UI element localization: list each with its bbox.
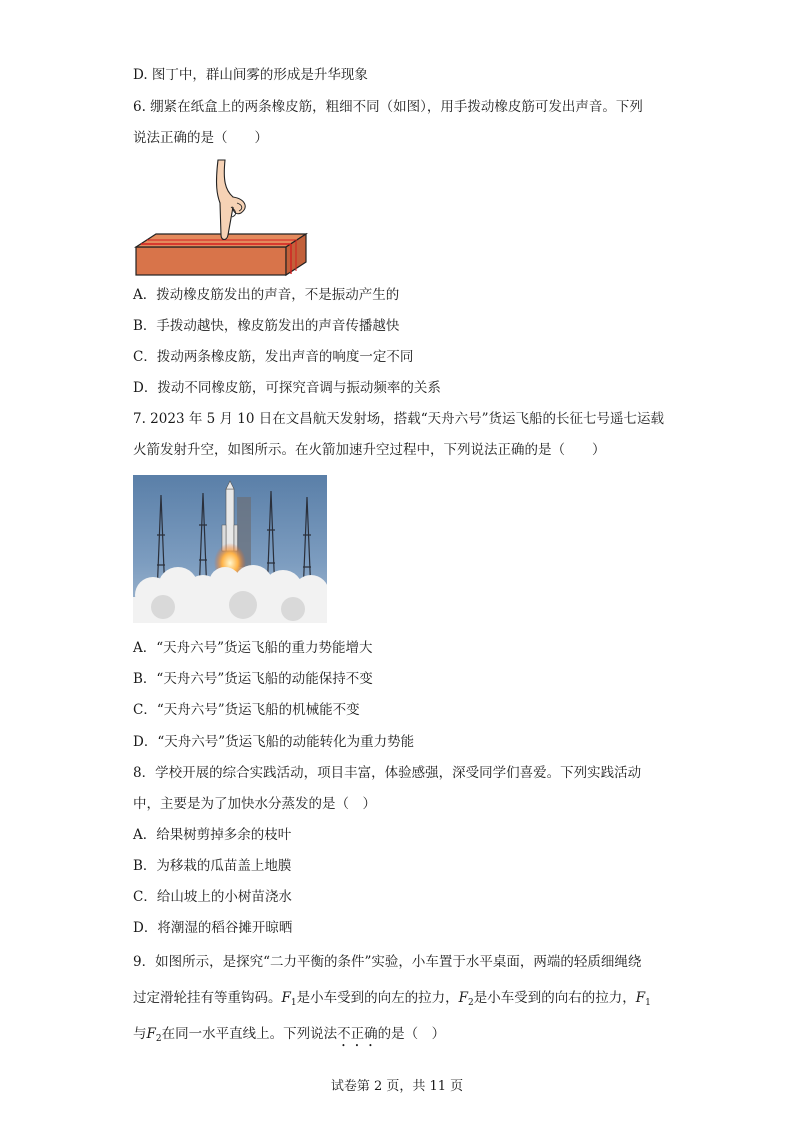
page-footer: 试卷第 2 页，共 11 页 <box>330 1079 464 1094</box>
q9-text: 过定滑轮挂有等重钩码。 <box>133 990 282 1006</box>
q8-stem-line-1: 8．学校开展的综合实践活动，项目丰富，体验感强，深受同学们喜爱。下列实践活动 <box>133 765 642 781</box>
q9-text: 在同一水平直线上。下列说法 <box>161 1026 338 1042</box>
q9-stem-line-1: 9．如图所示，是探究“二力平衡的条件”实验，小车置于水平桌面，两端的轻质细绳绕 <box>133 954 642 970</box>
q6-option-a: A．拨动橡皮筋发出的声音，不是振动产生的 <box>133 287 400 303</box>
emphasis-not-correct: 不正确 <box>337 1026 378 1042</box>
q5-option-d: D. 图丁中，群山间雾的形成是升华现象 <box>133 67 368 83</box>
q9-text: 的是（ ） <box>377 1026 446 1042</box>
q8-option-d: D．将潮湿的稻谷摊开晾晒 <box>133 920 293 936</box>
q6-option-d: D．拨动不同橡皮筋，可探究音调与振动频率的关系 <box>133 380 441 396</box>
force-f2: F <box>458 990 468 1006</box>
q8-option-c: C．给山坡上的小树苗浇水 <box>133 889 292 905</box>
q7-stem-line-2: 火箭发射升空，如图所示。在火箭加速升空过程中，下列说法正确的是（ ） <box>133 442 606 458</box>
q9-stem-line-3 <box>133 1025 445 1050</box>
q6-option-b: B．手拨动越快，橡皮筋发出的声音传播越快 <box>133 318 400 334</box>
q6-option-c: C．拨动两条橡皮筋，发出声音的响度一定不同 <box>133 349 414 365</box>
q6-stem-line-1: 6. 绷紧在纸盒上的两条橡皮筋，粗细不同（如图），用手拨动橡皮筋可发出声音。下列 <box>133 99 643 115</box>
q9-text: 是小车受到的向右的拉力， <box>473 990 636 1006</box>
force-f1: F <box>281 990 291 1006</box>
q7-option-a: A．“天舟六号”货运飞船的重力势能增大 <box>133 640 373 656</box>
force-f2-subscript: 2 <box>467 998 474 1008</box>
q9-text: 与 <box>133 1026 147 1042</box>
force-f1-subscript: 1 <box>645 998 651 1008</box>
q8-stem-line-2: 中，主要是为了加快水分蒸发的是（ ） <box>133 796 376 812</box>
q7-stem-line-1: 7. 2023 年 5 月 10 日在文昌航天发射场，搭载“天舟六号”货运飞船的长征七号遥七运载 <box>133 411 665 427</box>
force-f2: F <box>146 1026 156 1042</box>
q9-text: 是小车受到的向左的拉力， <box>296 990 459 1006</box>
q7-option-d: D．“天舟六号”货运飞船的动能转化为重力势能 <box>133 734 415 750</box>
force-f1-subscript: 1 <box>290 998 297 1008</box>
rubber-band-box-figure <box>133 155 313 280</box>
force-f1: F <box>635 990 646 1006</box>
rocket-launch-photo <box>133 475 327 623</box>
q9-stem-line-2 <box>133 989 651 1012</box>
q6-stem-line-2: 说法正确的是（ ） <box>133 130 268 146</box>
q7-option-b: B．“天舟六号”货运飞船的动能保持不变 <box>133 671 373 687</box>
q8-option-b: B．为移栽的瓜苗盖上地膜 <box>133 858 292 874</box>
q7-option-c: C．“天舟六号”货运飞船的机械能不变 <box>133 702 360 718</box>
q8-option-a: A．给果树剪掉多余的枝叶 <box>133 827 292 843</box>
force-f2-subscript: 2 <box>155 1034 162 1044</box>
